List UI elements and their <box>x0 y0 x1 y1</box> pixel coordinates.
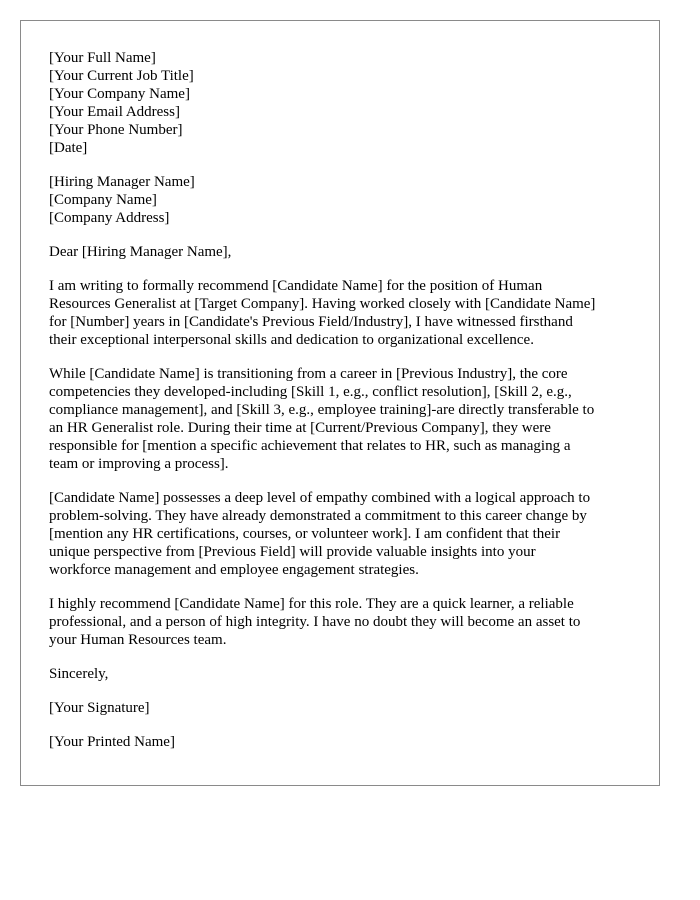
letter-page <box>20 20 660 786</box>
body-paragraph-4: I highly recommend [Candidate Name] for this role. They are a quick learner, a reliable professional, and a person of high integrity. I have no doubt they will become an asset to your Human Resources team. <box>49 596 581 648</box>
recipient-name: [Hiring Manager Name] <box>49 174 195 190</box>
sender-company-name: [Your Company Name] <box>49 86 190 102</box>
closing: Sincerely, <box>49 666 109 682</box>
printed-name: [Your Printed Name] <box>49 734 175 750</box>
recipient-address: [Company Address] <box>49 210 170 226</box>
salutation: Dear [Hiring Manager Name], <box>49 244 232 260</box>
letter-date: [Date] <box>49 140 88 156</box>
sender-block <box>49 49 639 157</box>
body-paragraph-3: [Candidate Name] possesses a deep level of empathy combined with a logical approach to problem-solving. They have already demonstrated a commitment to this career change by [mention any HR certifications, courses, or volunteer work]. I am confident that their unique perspective from [Previous Field] will provide valuable insights into your workforce management and employee engagement strategies. <box>49 490 591 578</box>
recipient-company: [Company Name] <box>49 192 157 208</box>
sender-full-name: [Your Full Name] <box>49 50 156 66</box>
sender-email: [Your Email Address] <box>49 104 180 120</box>
letter-content <box>49 49 639 767</box>
sender-job-title: [Your Current Job Title] <box>49 68 194 84</box>
body-paragraph-2: While [Candidate Name] is transitioning from a career in [Previous Industry], the core competencies they developed-including [Skill 1, e.g., conflict resolution], [Skill 2, e.g., compliance management], and [Skill 3, e.g., employee training]-are directly transferable to an HR Generalist role. During their time at [Current/Previous Company], they were responsible for [mention a specific achievement that relates to HR, such as managing a team or improving a process]. <box>49 366 595 472</box>
signature: [Your Signature] <box>49 700 150 716</box>
recipient-block <box>49 173 639 227</box>
sender-phone: [Your Phone Number] <box>49 122 183 138</box>
body-paragraph-1: I am writing to formally recommend [Candidate Name] for the position of Human Resources Generalist at [Target Company]. Having worked closely with [Candidate Name] for [Number] years in [Candidate's Previous Field/Industry], I have witnessed firsthand their exceptional interpersonal skills and dedication to organizational excellence. <box>49 278 596 348</box>
